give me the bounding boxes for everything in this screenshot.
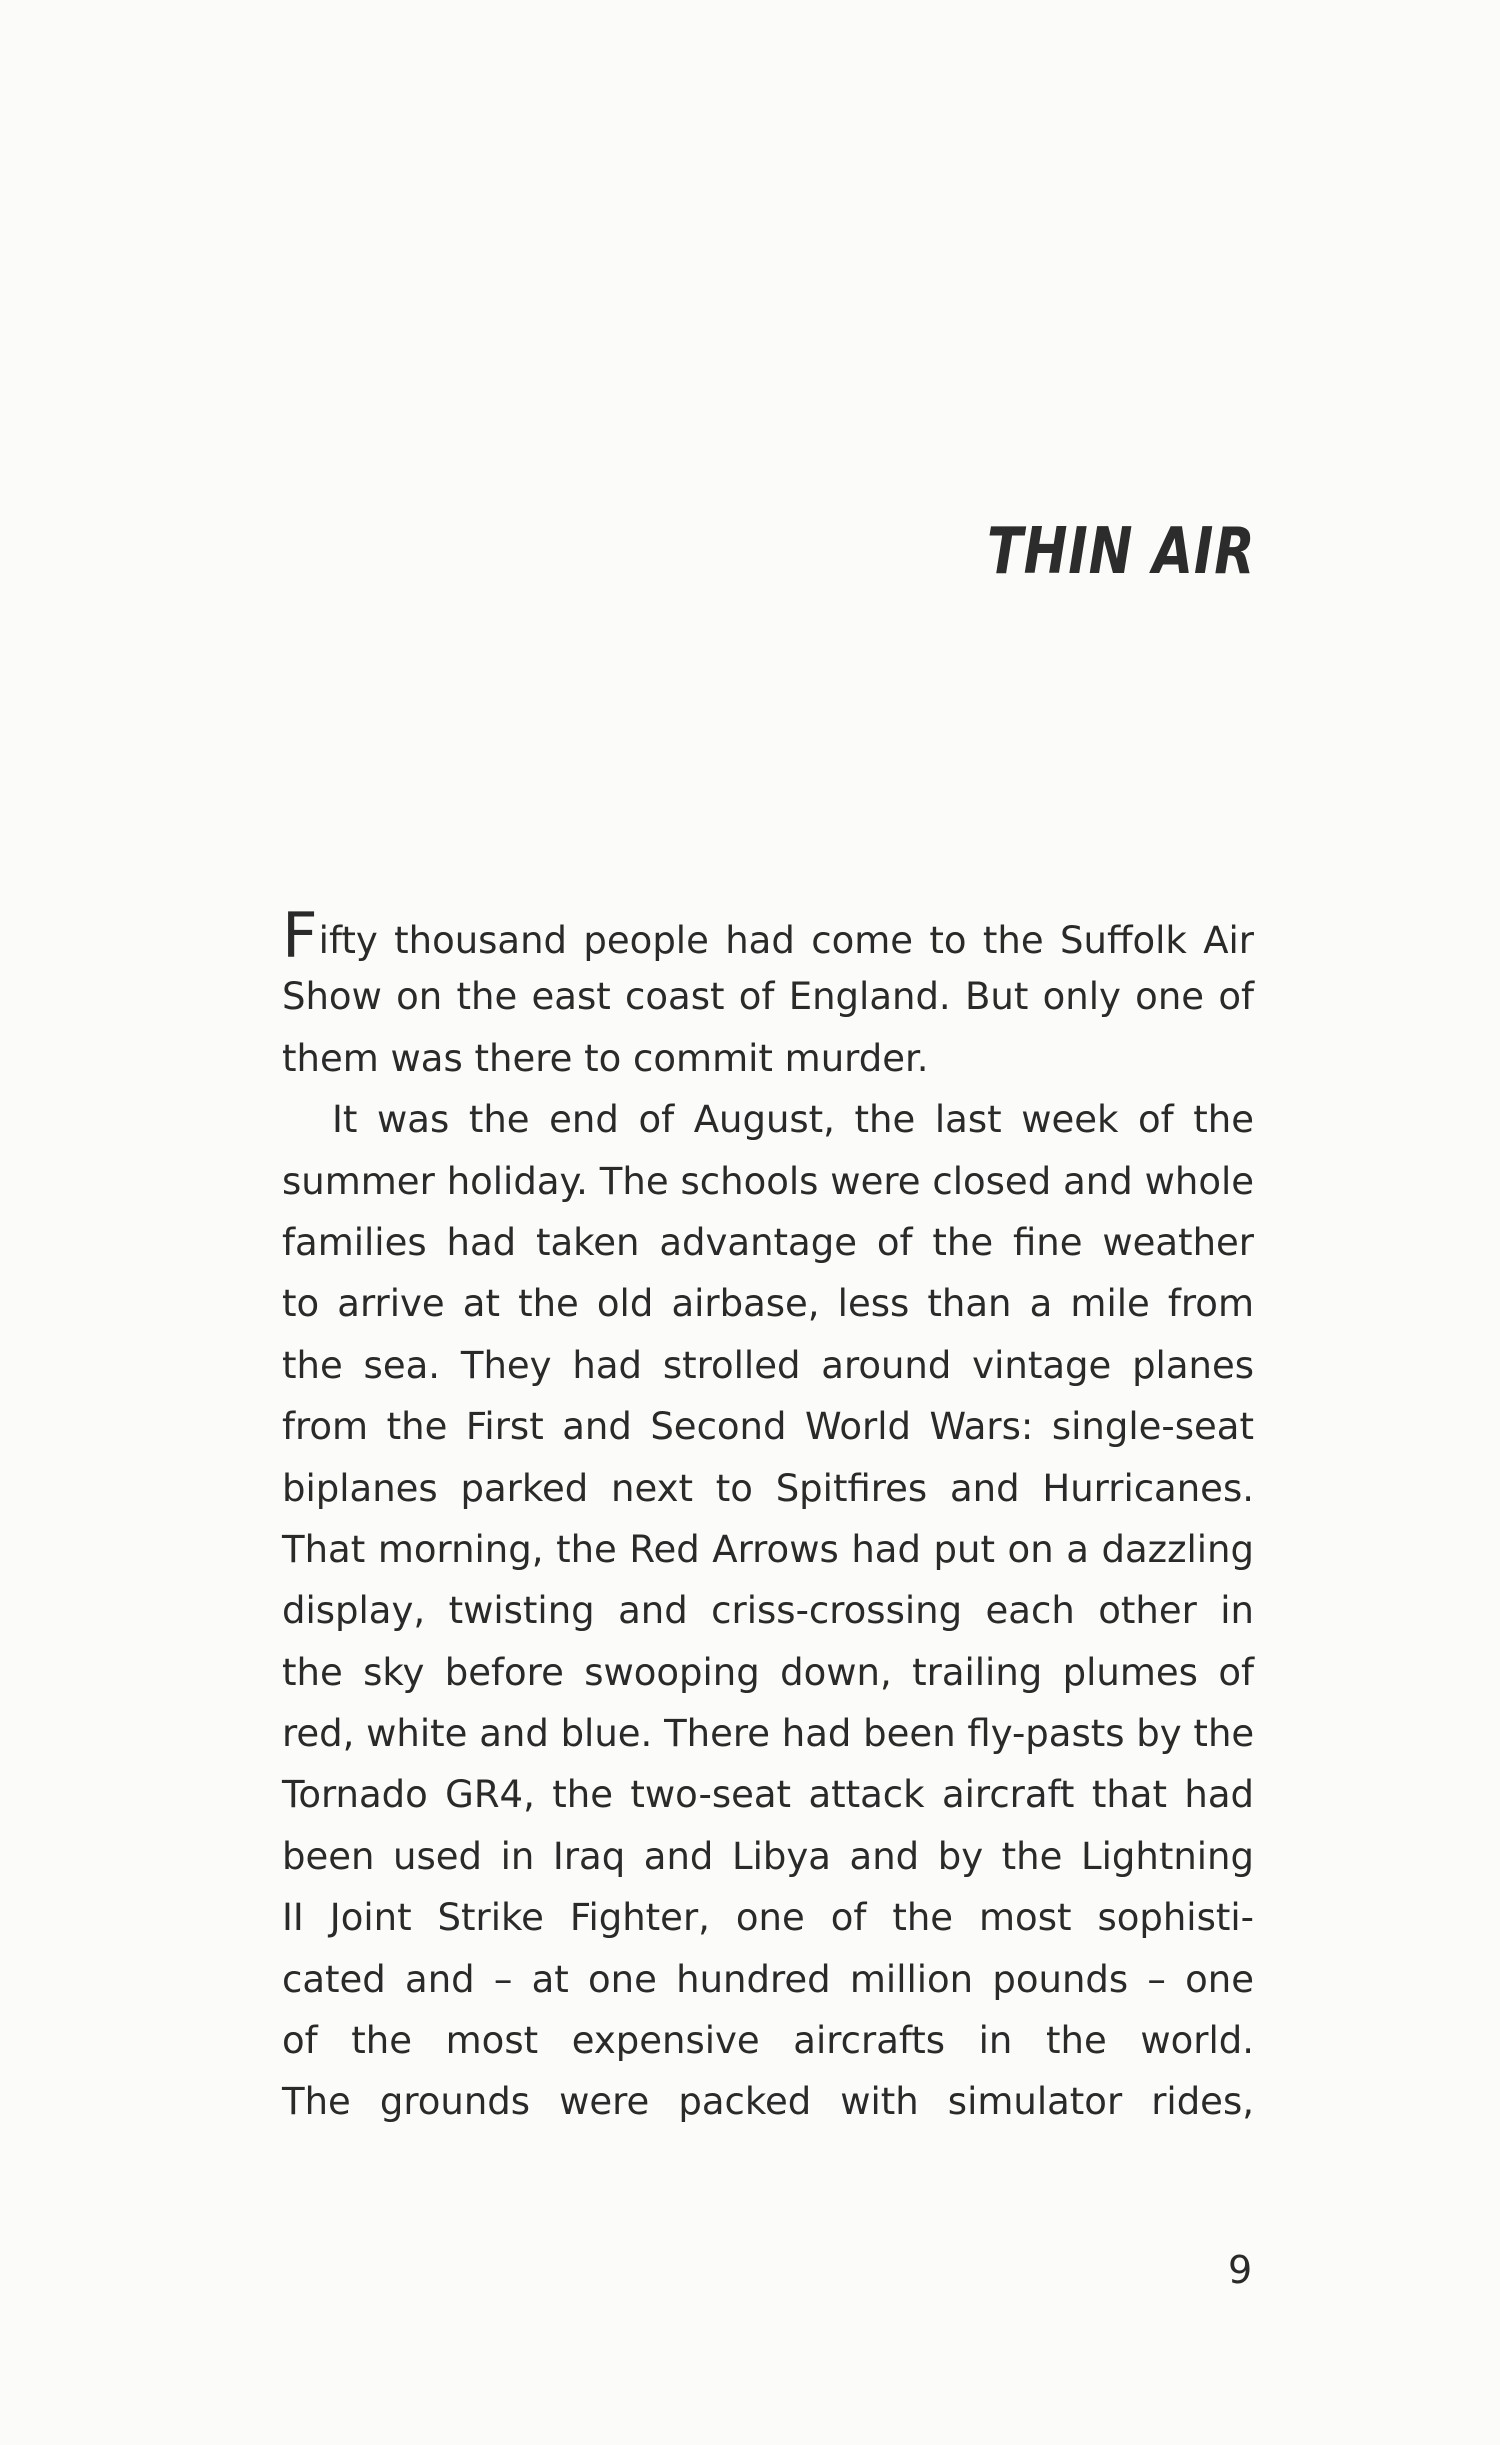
text-line: to arrive at the old airbase, less than a mile from: [282, 1282, 1254, 1326]
chapter-title: THIN AIR: [986, 515, 1255, 589]
text-line: them was there to commit murder.: [282, 1036, 929, 1080]
text-line: That morning, the Red Arrows had put on a dazzling: [282, 1527, 1254, 1571]
text-line: summer holiday. The schools were closed and whole: [282, 1159, 1254, 1203]
drop-cap: F: [282, 899, 318, 972]
text-line: the sky before swooping down, trailing plumes of: [282, 1650, 1254, 1694]
text-line: been used in Iraq and Libya and by the Lightning: [282, 1834, 1254, 1878]
text-line: [282, 899, 1254, 972]
text-line: from the First and Second World Wars: single-seat: [282, 1405, 1254, 1449]
text-line: It was the end of August, the last week of the: [332, 1098, 1254, 1142]
text-line: display, twisting and criss-crossing each other in: [282, 1589, 1254, 1633]
text-line: II Joint Strike Fighter, one of the most sophisti-: [282, 1896, 1254, 1940]
text-line: cated and – at one hundred million pounds – one: [282, 1957, 1254, 2001]
page-number: 9: [1228, 2248, 1253, 2292]
text-line: Tornado GR4, the two-seat attack aircraft that had: [282, 1773, 1254, 1817]
text-line: families had taken advantage of the fine weather: [282, 1220, 1254, 1264]
text-line: Show on the east coast of England. But only one of: [282, 975, 1254, 1019]
text-line: of the most expensive aircrafts in the world.: [282, 2019, 1254, 2063]
body-text: [282, 899, 1255, 2133]
text-line: biplanes parked next to Spitfires and Hurricanes.: [282, 1466, 1254, 1510]
text-line-content: ifty thousand people had come to the Suffolk Air: [318, 919, 1254, 962]
text-line: The grounds were packed with simulator rides,: [282, 2080, 1254, 2124]
text-line: red, white and blue. There had been fly-pasts by the: [282, 1712, 1255, 1756]
text-line: the sea. They had strolled around vintage planes: [282, 1343, 1254, 1387]
